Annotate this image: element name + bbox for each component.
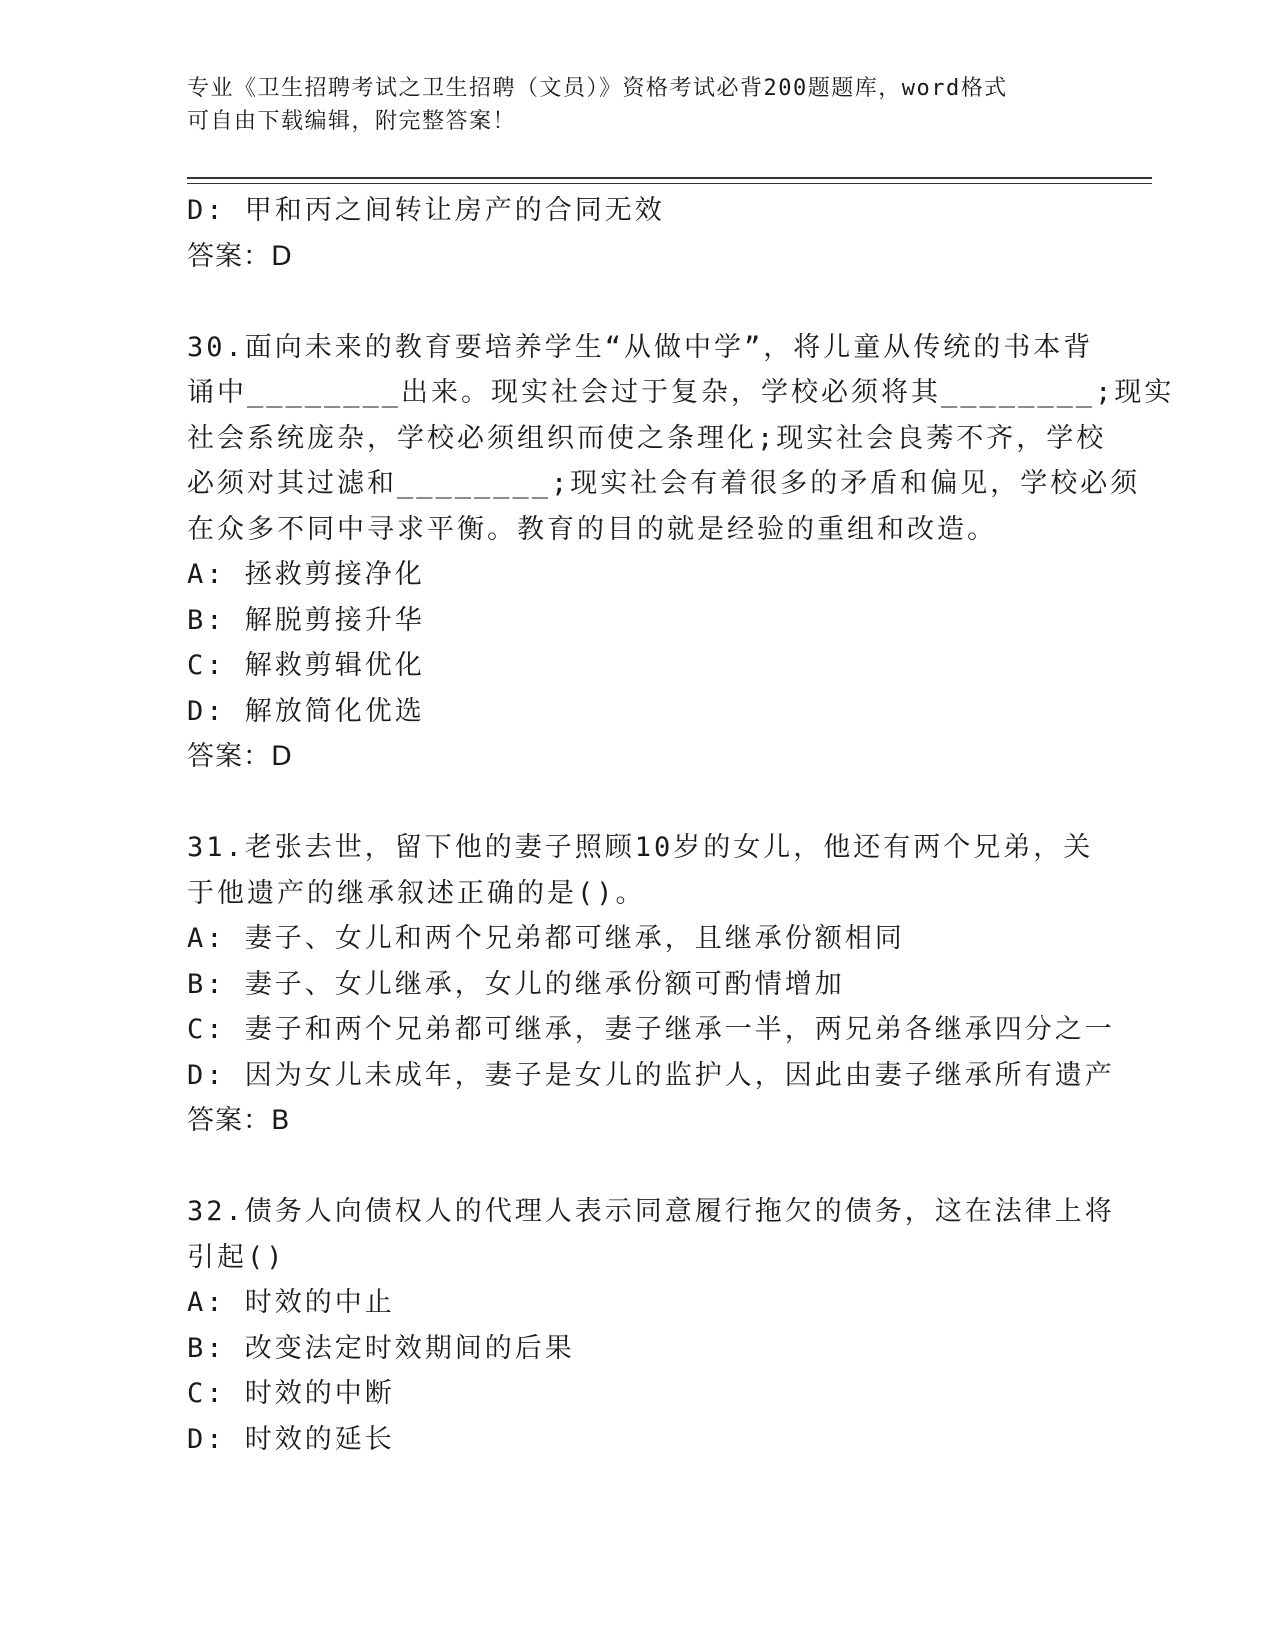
spacer — [187, 780, 1087, 826]
q31-stem-line-2: 于他遗产的继承叙述正确的是()。 — [187, 877, 646, 909]
q30-option-a: A: 拯救剪接净化 — [187, 559, 425, 590]
q31-answer: 答案：B — [187, 1105, 291, 1136]
q31-stem-line-1: 31.老张去世，留下他的妻子照顾10岁的女儿，他还有两个兄弟，关 — [187, 832, 1094, 863]
q31-option-a: A: 妻子、女儿和两个兄弟都可继承，且继承份额相同 — [187, 923, 905, 954]
header-divider-thick — [187, 177, 1152, 179]
q32-option-d: D: 时效的延长 — [187, 1423, 395, 1455]
q30-option-c: C: 解救剪辑优化 — [187, 650, 425, 681]
header-line-1: 专业《卫生招聘考试之卫生招聘（文员）》资格考试必背200题题库，word格式 — [187, 76, 1008, 101]
q31-option-b: B: 妻子、女儿继承，女儿的继承份额可酌情增加 — [187, 968, 845, 1000]
q30-option-b: B: 解脱剪接升华 — [187, 604, 425, 636]
question-content — [187, 188, 1175, 1462]
q32-stem-line-1: 32.债务人向债权人的代理人表示同意履行拖欠的债务，这在法律上将 — [187, 1196, 1115, 1227]
q32-option-c: C: 时效的中断 — [187, 1378, 395, 1409]
q30-stem-line-2: 诵中________出来。现实社会过于复杂，学校必须将其________;现实 — [187, 377, 1175, 408]
q32-option-a: A: 时效的中止 — [187, 1287, 395, 1318]
spacer — [187, 1144, 1087, 1190]
header-divider-thin — [187, 183, 1152, 184]
q29-option-d: D: 甲和丙之间转让房产的合同无效 — [187, 195, 665, 226]
q30-stem-line-3: 社会系统庞杂，学校必须组织而使之条理化;现实社会良莠不齐，学校 — [187, 422, 1107, 454]
q30-answer: 答案：D — [187, 741, 293, 772]
header-line-2: 可自由下载编辑，附完整答案！ — [187, 109, 517, 134]
document-header — [187, 72, 1067, 138]
q31-option-d: D: 因为女儿未成年，妻子是女儿的监护人，因此由妻子继承所有遗产 — [187, 1059, 1115, 1091]
q30-stem-line-1: 30.面向未来的教育要培养学生“从做中学”，将儿童从传统的书本背 — [187, 331, 1094, 363]
q30-stem-line-5: 在众多不同中寻求平衡。教育的目的就是经验的重组和改造。 — [187, 513, 997, 545]
q32-option-b: B: 改变法定时效期间的后果 — [187, 1332, 575, 1364]
q31-option-c: C: 妻子和两个兄弟都可继承，妻子继承一半，两兄弟各继承四分之一 — [187, 1014, 1115, 1045]
q32-stem-line-2: 引起() — [187, 1241, 286, 1273]
q29-answer: 答案：D — [187, 240, 293, 272]
q30-stem-line-4: 必须对其过滤和________;现实社会有着很多的矛盾和偏见，学校必须 — [187, 468, 1141, 499]
q30-option-d: D: 解放简化优选 — [187, 695, 425, 727]
spacer — [187, 279, 1087, 325]
